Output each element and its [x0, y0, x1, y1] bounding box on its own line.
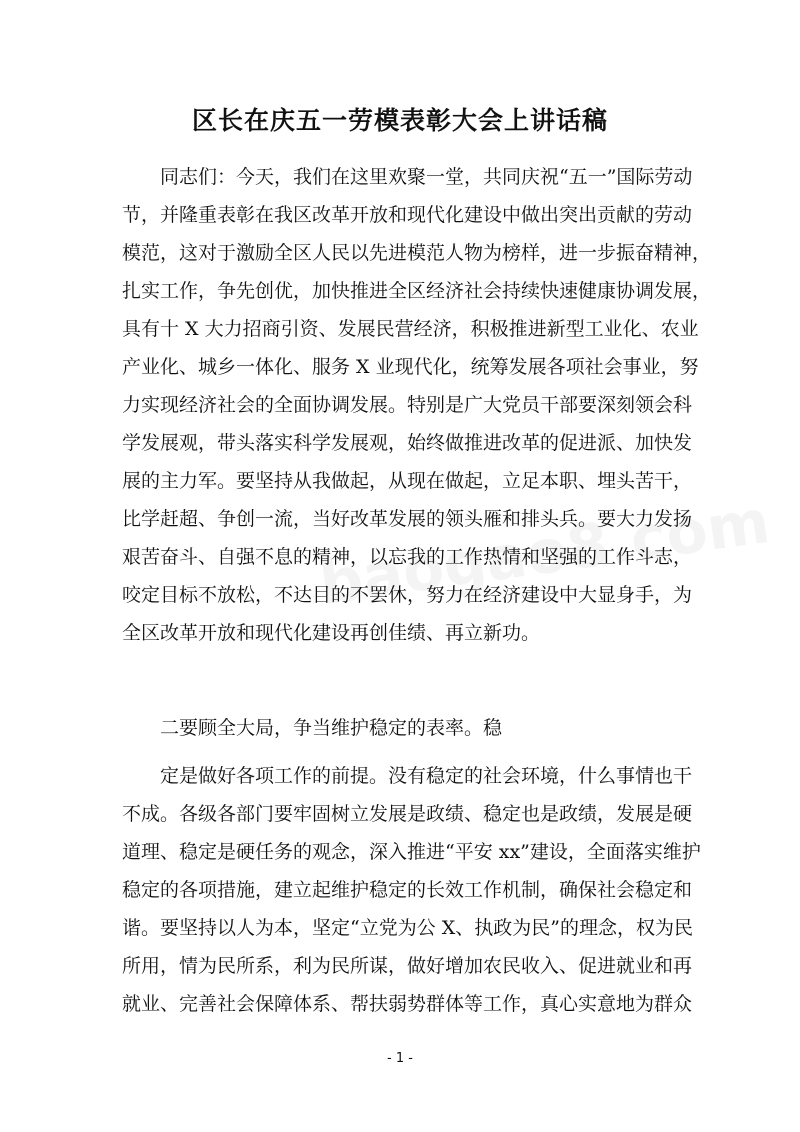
paragraph-3	[122, 757, 701, 1023]
paragraph-line: 展的主力军。要坚持从我做起，从现在做起，立足本职、埋头苦干，	[122, 470, 693, 492]
paragraph-line: 道理、稳定是硬任务的观念，深入推进“平安 xx”建设，全面落实维护	[122, 841, 701, 863]
paragraph-line: 比学赶超、争创一流，当好改革发展的领头雁和排头兵。要大力发扬	[122, 508, 693, 530]
page-number: - 1 -	[387, 1051, 413, 1066]
paragraph-1	[122, 158, 712, 652]
paragraph-line: 模范，这对于激励全区人民以先进模范人物为榜样，进一步振奋精神，	[122, 242, 712, 264]
paragraph-line: 定是做好各项工作的前提。没有稳定的社会环境，什么事情也干	[160, 765, 693, 787]
paragraph-line: 全区改革开放和现代化建设再创佳绩、再立新功。	[122, 622, 541, 644]
paragraph-line: 不成。各级各部门要牢固树立发展是政绩、稳定也是政绩，发展是硬	[122, 803, 693, 825]
paragraph-line: 具有十 X 大力招商引资、发展民营经济，积极推进新型工业化、农业	[122, 318, 699, 340]
paragraph-line: 力实现经济社会的全面协调发展。特别是广大党员干部要深刻领会科	[122, 394, 693, 416]
paragraph-line: 所用，情为民所系，利为民所谋，做好增加农民收入、促进就业和再	[122, 955, 693, 977]
paragraph-line: 产业化、城乡一体化、服务 X 业现代化，统筹发展各项社会事业，努	[122, 356, 699, 378]
section-heading: 二要顾全大局，争当维护稳定的表率。稳	[160, 717, 503, 739]
paragraph-line: 扎实工作，争先创优，加快推进全区经济社会持续快速健康协调发展，	[122, 280, 712, 302]
paragraph-line: 节，并隆重表彰在我区改革开放和现代化建设中做出突出贡献的劳动	[122, 204, 693, 226]
paragraph-2	[122, 709, 682, 747]
paragraph-line: 谐。要坚持以人为本，坚定“立党为公 X、执政为民”的理念，权为民	[122, 917, 693, 939]
paragraph-line: 咬定目标不放松，不达目的不罢休，努力在经济建设中大显身手，为	[122, 584, 693, 606]
paragraph-line: 稳定的各项措施，建立起维护稳定的长效工作机制，确保社会稳定和	[122, 879, 693, 901]
paragraph-line: 学发展观，带头落实科学发展观，始终做推进改革的促进派、加快发	[122, 432, 693, 454]
paragraph-line: 同志们：今天，我们在这里欢聚一堂，共同庆祝“五一”国际劳动	[160, 166, 693, 188]
paragraph-line: 艰苦奋斗、自强不息的精神，以忘我的工作热情和坚强的工作斗志，	[122, 546, 693, 568]
document-title: 区长在庆五一劳模表彰大会上讲话稿	[191, 106, 608, 135]
paragraph-line: 就业、完善社会保障体系、帮扶弱势群体等工作，真心实意地为群众	[122, 993, 693, 1015]
